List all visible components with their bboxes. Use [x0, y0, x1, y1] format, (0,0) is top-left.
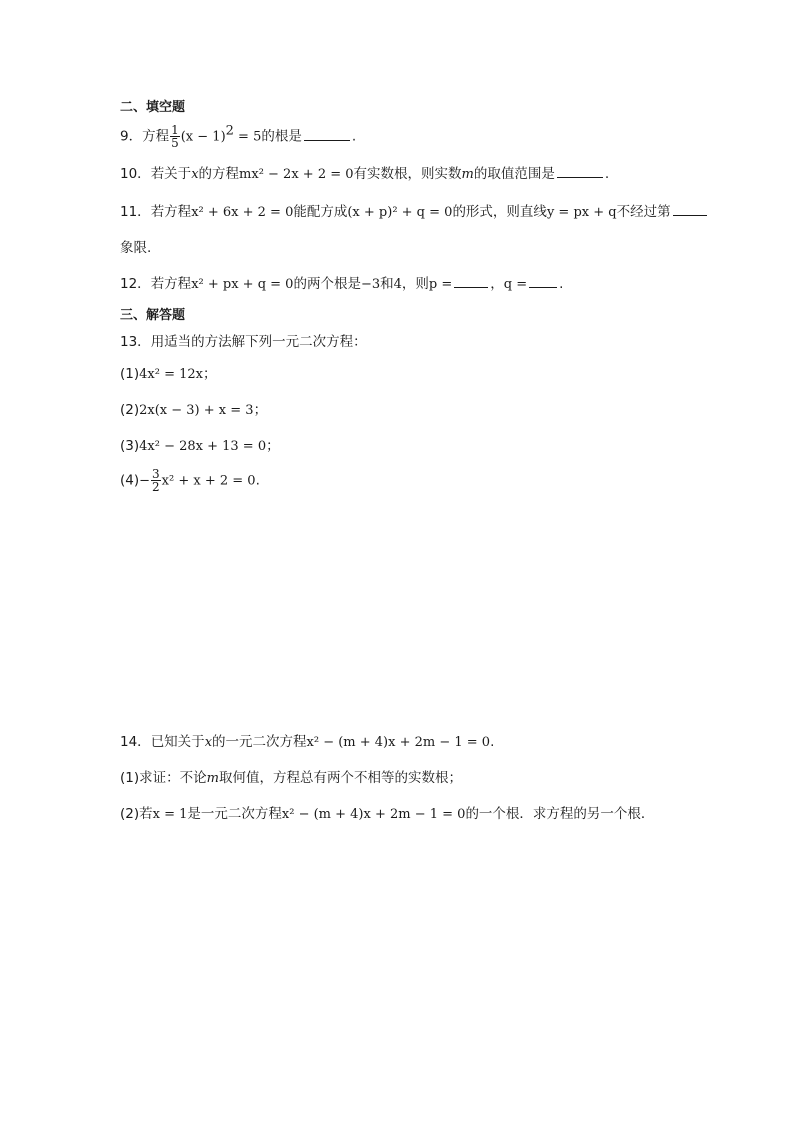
question-text: 方程	[142, 128, 170, 145]
fraction	[170, 124, 180, 149]
question-text: 若	[139, 806, 153, 822]
question-13-part-1	[120, 364, 216, 385]
question-14-part-2	[120, 804, 654, 825]
question-13	[120, 332, 367, 352]
question-text: 用适当的方法解下列一元二次方程：	[150, 334, 367, 350]
question-number: 11．	[120, 204, 151, 220]
fraction-numerator: 1	[171, 123, 179, 137]
question-9	[120, 124, 356, 149]
part-label: (1)	[120, 366, 140, 382]
math-expression: x = 1	[152, 807, 188, 822]
question-10	[120, 164, 609, 185]
math-expression: = 5	[233, 129, 262, 145]
question-text: 有实数根，则实数	[353, 166, 462, 182]
part-label: (3)	[120, 438, 140, 454]
fraction-denominator: 5	[171, 136, 179, 150]
question-11-continuation: 象限.	[120, 240, 152, 256]
q-label: q =	[503, 277, 528, 292]
math-expression: x² + x + 2 = 0	[161, 473, 256, 489]
minus-sign: −	[139, 473, 151, 489]
math-expression: y = px + q	[546, 205, 617, 220]
question-end: .	[559, 276, 564, 292]
root-value: 4	[393, 277, 402, 292]
math-expression: 2x(x − 3) + x = 3	[139, 403, 254, 418]
question-13-part-2	[120, 400, 267, 421]
question-number: 14．	[120, 734, 151, 750]
p-label: p =	[428, 277, 453, 292]
question-12	[120, 274, 563, 295]
question-text: 若方程	[150, 276, 192, 292]
math-expression: mx² − 2x + 2 = 0	[239, 167, 354, 182]
question-text: 的一个根．求方程的另一个根．	[465, 806, 655, 822]
root-value: −3	[360, 277, 381, 292]
question-end: .	[604, 166, 610, 182]
part-label: (1)	[120, 770, 140, 786]
question-14	[120, 732, 494, 753]
question-number: 10．	[120, 166, 151, 182]
question-text: 若关于	[150, 166, 192, 182]
question-text: ，则	[401, 276, 429, 292]
question-text: 的两个根是	[293, 276, 361, 292]
part-label: (4)	[120, 472, 140, 489]
part-end: .	[255, 472, 260, 489]
question-number: 9．	[120, 128, 143, 145]
part-label: (2)	[120, 806, 140, 822]
answer-blank[interactable]	[557, 165, 603, 178]
question-number: 12．	[120, 276, 151, 292]
question-text: 不经过第	[616, 204, 671, 220]
math-expression: (x − 1)	[180, 129, 226, 145]
question-end: .	[490, 734, 495, 750]
question-number: 13．	[120, 334, 151, 350]
question-11	[120, 202, 709, 223]
question-14-part-1	[120, 768, 462, 789]
question-text: 的根是	[261, 128, 302, 145]
part-end: ；	[202, 366, 217, 382]
question-text: 是一元二次方程	[187, 806, 282, 822]
question-text: 的取值范围是	[473, 166, 555, 182]
question-text: 能配方成	[293, 204, 348, 220]
fraction-denominator: 2	[152, 480, 160, 494]
answer-blank-q[interactable]	[529, 275, 557, 288]
exponent: 2	[225, 123, 234, 139]
question-text: 的一元二次方程	[212, 734, 307, 750]
fraction	[151, 468, 161, 493]
part-label: (2)	[120, 402, 140, 418]
math-expression: 4x² − 28x + 13 = 0	[139, 439, 267, 454]
question-end: .	[351, 128, 357, 145]
question-13-part-4	[120, 468, 260, 493]
variable: x	[191, 167, 199, 182]
part-end: ；	[266, 438, 280, 454]
question-text: 的方程	[198, 166, 240, 182]
variable: m	[461, 167, 474, 182]
fraction-numerator: 3	[152, 467, 160, 481]
math-expression: x² + 6x + 2 = 0	[191, 205, 294, 220]
question-text: ，	[490, 276, 504, 292]
question-text: 的形式，则直线	[452, 204, 547, 220]
math-expression: 4x² = 12x	[139, 367, 203, 382]
answer-blank[interactable]	[673, 203, 707, 216]
question-text: 和	[380, 276, 394, 292]
math-expression: x² − (m + 4)x + 2m − 1 = 0	[281, 807, 466, 822]
question-text: 已知关于	[150, 734, 205, 750]
answer-blank-p[interactable]	[454, 275, 488, 288]
part-end: ；	[253, 402, 268, 418]
math-expression: (x + p)² + q = 0	[347, 205, 453, 220]
question-13-part-3	[120, 436, 280, 457]
section-heading-fill-blank: 二、填空题	[120, 100, 186, 115]
question-text: 求证：不论	[139, 770, 207, 786]
question-text: 若方程	[150, 204, 192, 220]
variable: x	[204, 735, 213, 750]
variable: m	[206, 771, 219, 786]
question-text: 取何值，方程总有两个不相等的实数根；	[218, 770, 462, 786]
math-expression: x² + px + q = 0	[191, 277, 294, 292]
section-heading-solve: 三、解答题	[120, 308, 186, 323]
math-expression: x² − (m + 4)x + 2m − 1 = 0	[306, 735, 491, 750]
answer-blank[interactable]	[304, 128, 350, 141]
